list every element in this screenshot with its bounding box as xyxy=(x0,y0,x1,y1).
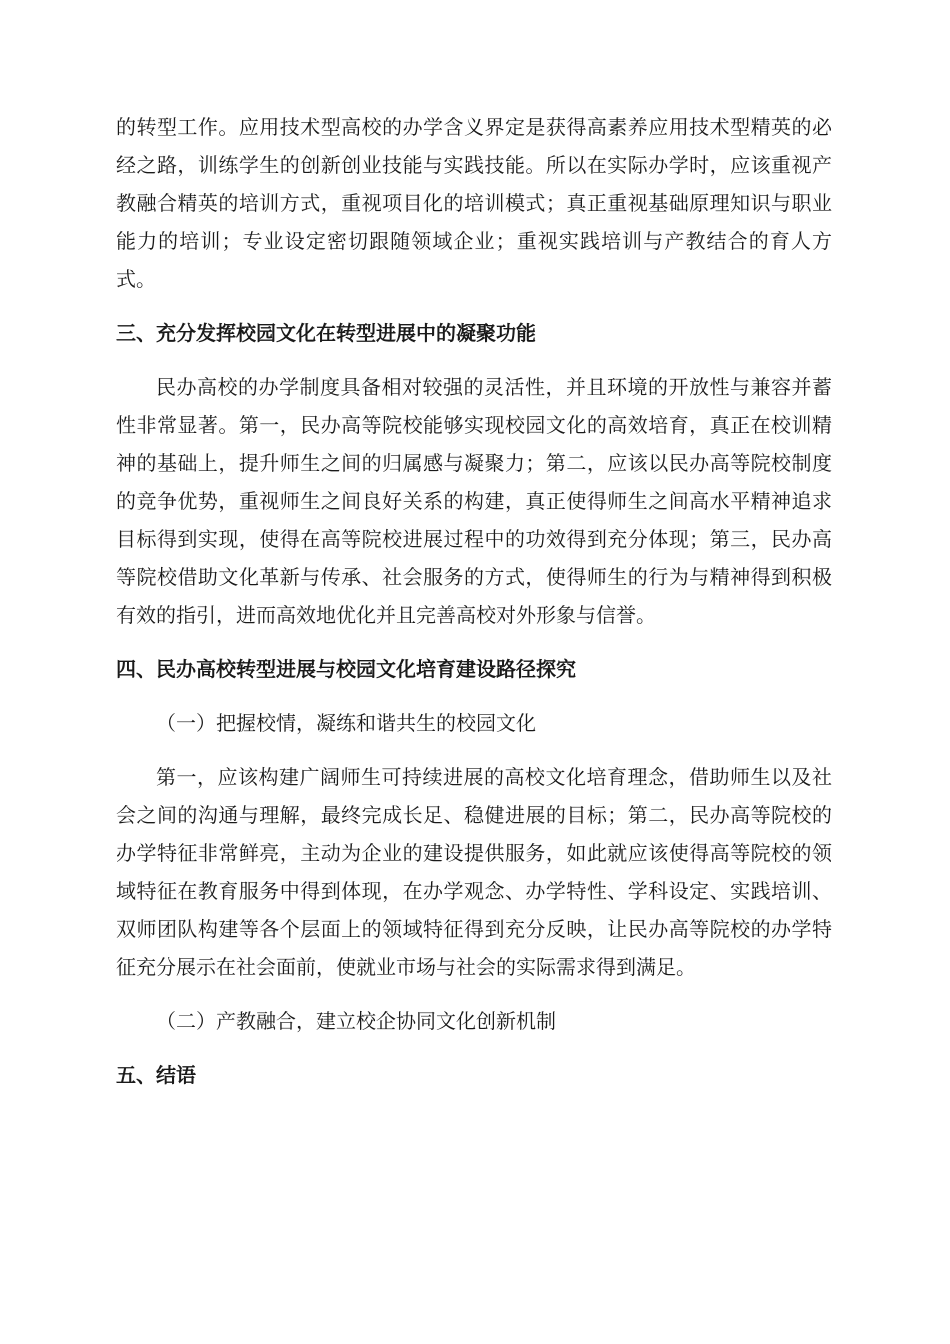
paragraph-section-4-1: 第一，应该构建广阔师生可持续进展的高校文化培育理念，借助师生以及社会之间的沟通与理解，最终完成长足、稳健进展的目标；第二，民办高等院校的办学特征非常鲜亮，主动为企业的建设提供服务，如此就应该使得高等院校的领域特征在教育服务中得到体现，在办学观念、办学特性、学科设定、实践培训、双师团队构建等各个层面上的领域特征得到充分反映，让民办高等院校的办学特征充分展示在社会面前，使就业市场与社会的实际需求得到满足。 xyxy=(116,765,832,979)
section-heading-3: 三、充分发挥校园文化在转型进展中的凝聚功能 xyxy=(116,321,536,345)
paragraph-section-3: 民办高校的办学制度具备相对较强的灵活性，并且环境的开放性与兼容并蓄性非常显著。第一，民办高等院校能够实现校园文化的高效培育，真正在校训精神的基础上，提升师生之间的归属感与凝聚力；第二，应该以民办高等院校制度的竞争优势，重视师生之间良好关系的构建，真正使得师生之间高水平精神追求目标得到实现，使得在高等院校进展过程中的功效得到充分体现；第三，民办高等院校借助文化革新与传承、社会服务的方式，使得师生的行为与精神得到积极有效的指引，进而高效地优化并且完善高校对外形象与信誉。 xyxy=(116,375,832,627)
section-heading-5: 五、结语 xyxy=(116,1063,196,1087)
document-page xyxy=(116,108,832,1110)
section-heading-4: 四、民办高校转型进展与校园文化培育建设路径探究 xyxy=(116,657,576,681)
subsection-heading-4-2: （二）产教融合，建立校企协同文化创新机制 xyxy=(156,1009,556,1033)
subsection-heading-4-1: （一）把握校情，凝练和谐共生的校园文化 xyxy=(156,711,536,735)
paragraph-intro: 的转型工作。应用技术型高校的办学含义界定是获得高素养应用技术型精英的必经之路，训练学生的创新创业技能与实践技能。所以在实际办学时，应该重视产教融合精英的培训方式，重视项目化的培训模式；真正重视基础原理知识与职业能力的培训；专业设定密切跟随领域企业；重视实践培训与产教结合的育人方式。 xyxy=(116,115,832,291)
